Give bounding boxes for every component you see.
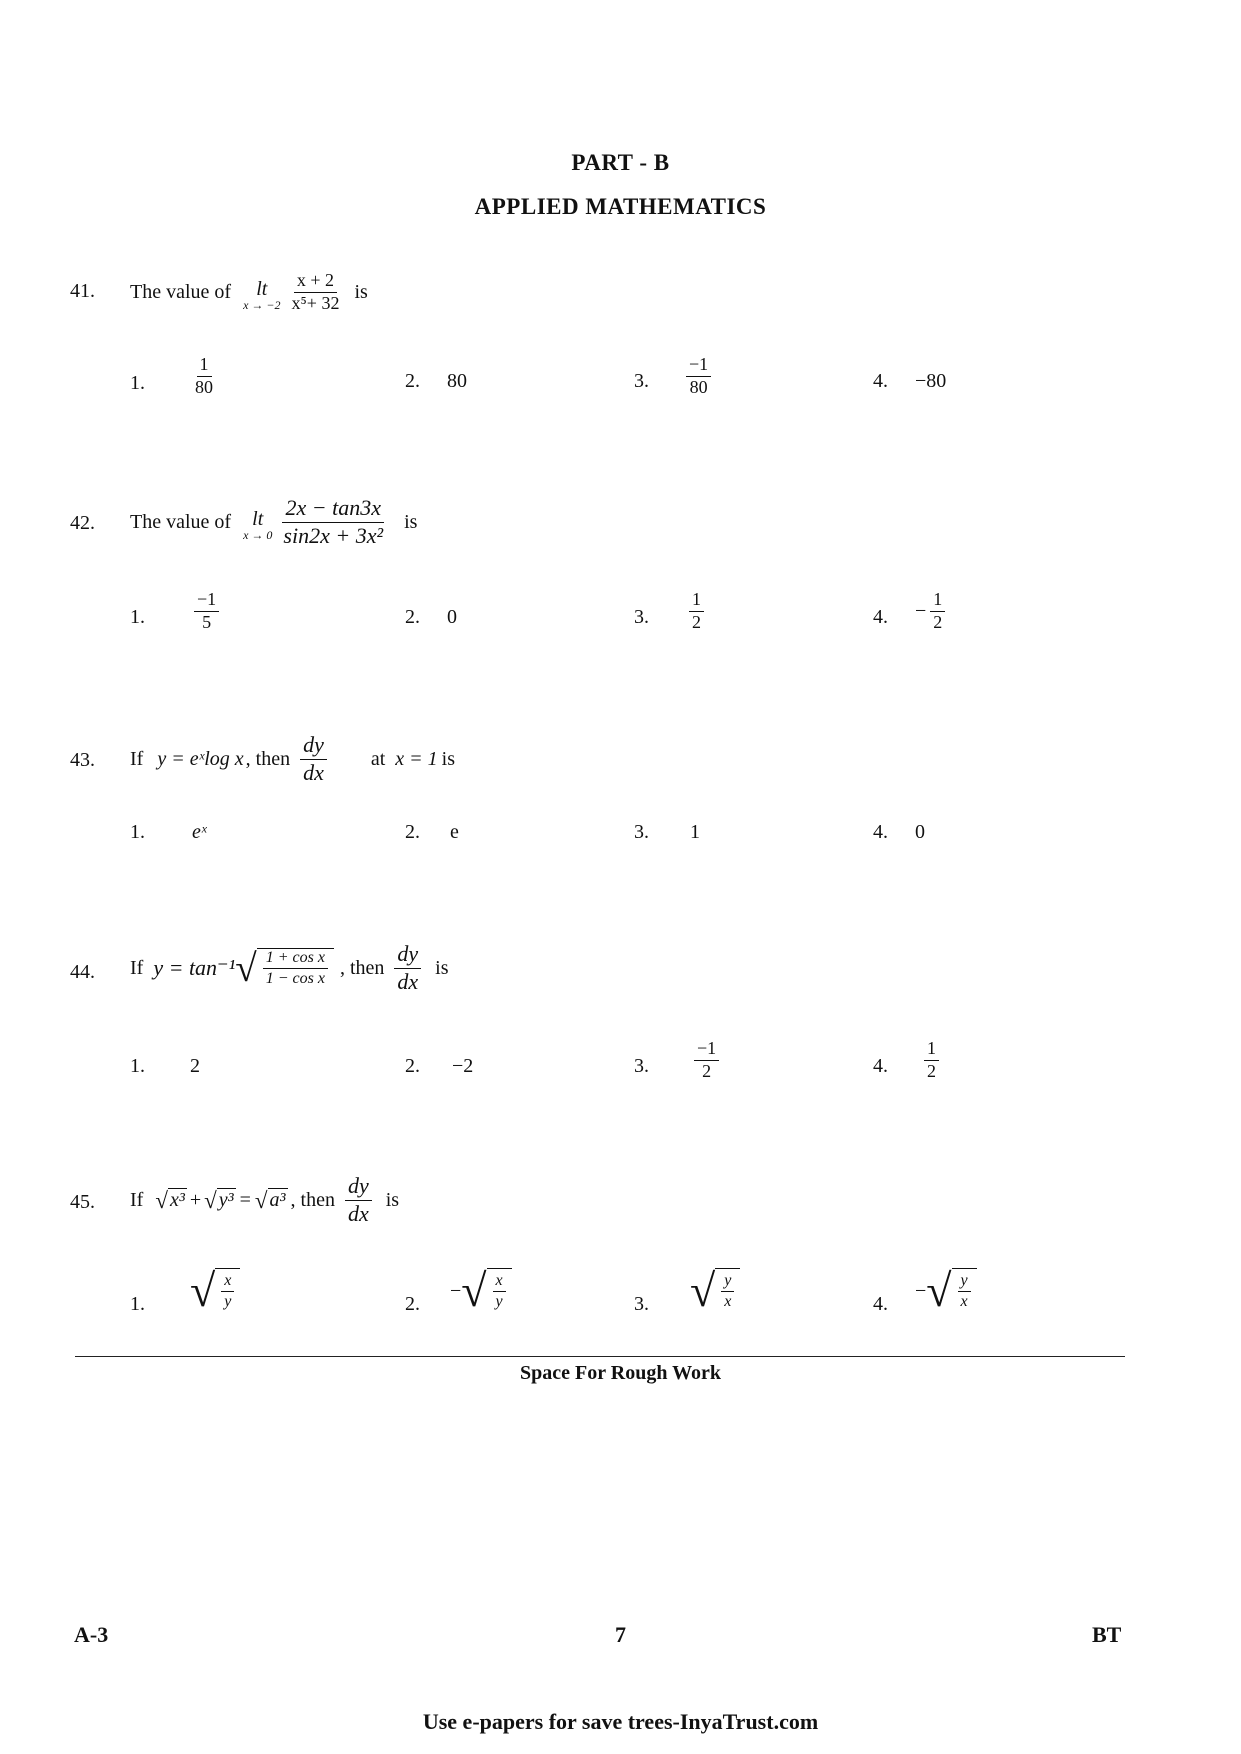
divider-line — [75, 1356, 1125, 1357]
option-number: 4. — [873, 606, 888, 628]
footer-note: Use e-papers for save trees-InyaTrust.com — [422, 1709, 819, 1734]
option-number: 4. — [873, 370, 888, 392]
option-value: 0 — [915, 821, 925, 843]
option-number: 4. — [873, 821, 888, 843]
fraction-denominator: dx — [397, 968, 419, 994]
fraction-denominator: dx — [303, 759, 324, 785]
radical: √ y³ — [204, 1188, 234, 1213]
question-expression: y = tan⁻¹ — [153, 955, 236, 980]
question-text — [130, 728, 455, 790]
limit-subscript: x → −2 — [243, 298, 281, 312]
question-tail: is — [404, 510, 418, 533]
option-number: 3. — [634, 370, 649, 392]
radical: √ $\frac{\text{1 + cos x}}{\text{1 − cos x}}$ — [235, 948, 334, 987]
option-sign: − — [450, 1279, 462, 1302]
limit-word: lt — [252, 508, 264, 530]
option-value — [920, 1039, 943, 1082]
operator: + — [189, 1188, 202, 1211]
option-number: 1. — [130, 821, 145, 843]
fraction-numerator: 2x − tan3x — [282, 496, 384, 522]
option-value: − √ $\frac{x}{y}$ — [450, 1268, 512, 1314]
fraction-denominator: 80 — [195, 376, 213, 397]
question-lead: If — [130, 956, 144, 979]
question-number: 44. — [70, 961, 95, 983]
question-text — [130, 936, 449, 1000]
question-mid: , then — [290, 1188, 335, 1211]
option-value: 2 — [190, 1055, 200, 1077]
radical: √ a³ — [254, 1188, 286, 1213]
option-value — [915, 590, 949, 633]
fraction-denominator: x — [724, 1293, 732, 1310]
question-tail: at — [370, 747, 386, 770]
fraction-denominator: 5 — [202, 611, 212, 632]
question-mid: , then — [339, 956, 385, 979]
question-number: 45. — [70, 1191, 95, 1213]
option-value — [190, 590, 223, 633]
fraction-numerator: 1 — [930, 590, 945, 612]
fraction-denominator: 2 — [933, 611, 943, 632]
operator: = — [239, 1188, 251, 1211]
limit-subscript: x → 0 — [243, 528, 273, 542]
fraction-numerator: −1 — [694, 1039, 719, 1061]
option-number: 4. — [873, 1055, 888, 1077]
option-value: −80 — [915, 370, 947, 392]
fraction-denominator: 80 — [689, 376, 708, 397]
option-number: 2. — [405, 821, 420, 843]
option-value: e — [450, 821, 459, 843]
option-value: √ $\frac{y}{x}$ — [690, 1268, 740, 1314]
option-value — [690, 1039, 723, 1082]
question-number: 42. — [70, 512, 95, 534]
question-tail: is — [354, 280, 368, 303]
question-text — [130, 490, 417, 554]
option-value: eˣ — [192, 821, 207, 843]
fraction-numerator: x — [493, 1272, 506, 1292]
option-number: 4. — [873, 1293, 888, 1315]
question-tail: is — [385, 1188, 400, 1211]
fraction-numerator: 1 — [689, 590, 704, 612]
limit-word: lt — [256, 278, 268, 300]
fraction-denominator: 2 — [702, 1060, 712, 1081]
fraction-denominator: dx — [347, 1200, 369, 1226]
option-number: 1. — [130, 1293, 145, 1315]
fraction-numerator: −1 — [194, 590, 219, 612]
option-number: 3. — [634, 1055, 649, 1077]
question-text — [130, 262, 368, 322]
question-lead: The value of — [130, 510, 232, 533]
option-number: 2. — [405, 1293, 420, 1315]
option-value — [682, 355, 715, 398]
fraction-numerator: dy — [345, 1174, 372, 1200]
option-number: 1. — [130, 372, 145, 394]
fraction-numerator: 1 — [197, 355, 212, 377]
fraction-numerator: dy — [394, 942, 421, 968]
fraction-numerator: 1 — [924, 1039, 939, 1061]
option-value: 80 — [447, 370, 467, 392]
option-value: −2 — [452, 1055, 474, 1077]
option-value — [685, 590, 708, 633]
option-number: 3. — [634, 606, 649, 628]
question-fraction — [280, 496, 386, 547]
fraction-denominator: 1 − cos x — [265, 970, 325, 987]
option-sign: − — [915, 599, 927, 622]
option-value: 0 — [447, 606, 457, 628]
fraction-denominator: x⁵+ 32 — [291, 292, 340, 313]
radicand: a³ — [269, 1189, 286, 1211]
option-number: 1. — [130, 606, 145, 628]
footer-page-number: 7 — [615, 1622, 626, 1647]
question-number: 41. — [70, 280, 95, 302]
fraction-denominator: sin2x + 3x² — [283, 522, 384, 548]
fraction-numerator: 1 + cos x — [263, 949, 328, 969]
fraction-denominator: 2 — [927, 1060, 936, 1081]
option-number: 2. — [405, 370, 420, 392]
question-at-value: x = 1 — [395, 747, 438, 770]
question-mid: , then — [245, 747, 291, 770]
option-value: − √ $\frac{y}{x}$ — [915, 1268, 977, 1314]
option-value: 1 — [690, 821, 700, 843]
question-lead: If — [130, 747, 144, 770]
option-number: 1. — [130, 1055, 145, 1077]
footer-booklet-code: A-3 — [74, 1622, 109, 1647]
option-number: 3. — [634, 1293, 649, 1315]
fraction-denominator: x — [960, 1293, 968, 1310]
fraction-numerator: y — [958, 1272, 971, 1292]
fraction-denominator: y — [224, 1293, 232, 1310]
fraction-numerator: dy — [300, 733, 327, 759]
question-text — [130, 1168, 399, 1232]
question-lead: If — [130, 1188, 144, 1211]
option-number: 3. — [634, 821, 649, 843]
option-number: 2. — [405, 606, 420, 628]
question-number: 43. — [70, 749, 95, 771]
fraction-denominator: 2 — [692, 611, 701, 632]
question-expression: y = eˣlog x — [157, 747, 244, 770]
fraction-denominator: y — [495, 1293, 503, 1310]
radical: √ x³ — [155, 1188, 185, 1213]
part-heading: PART - B — [571, 150, 670, 175]
question-tail: is — [441, 747, 456, 770]
option-sign: − — [915, 1279, 927, 1302]
question-lead: The value of — [130, 280, 232, 303]
fraction-numerator: −1 — [686, 355, 711, 377]
question-fraction — [289, 271, 343, 314]
question-tail: is — [435, 956, 449, 979]
option-value — [188, 355, 220, 398]
radicand: x³ — [169, 1189, 185, 1211]
footer-subject-code: BT — [1092, 1622, 1122, 1647]
fraction-numerator: x — [221, 1272, 234, 1292]
subject-heading: APPLIED MATHEMATICS — [474, 194, 767, 219]
fraction-numerator: x + 2 — [294, 271, 337, 293]
rough-work-label: Space For Rough Work — [520, 1362, 721, 1384]
fraction-numerator: y — [721, 1272, 734, 1292]
option-number: 2. — [405, 1055, 420, 1077]
option-value: √ $\frac{x}{y}$ — [190, 1268, 240, 1314]
radicand: y³ — [218, 1189, 234, 1211]
